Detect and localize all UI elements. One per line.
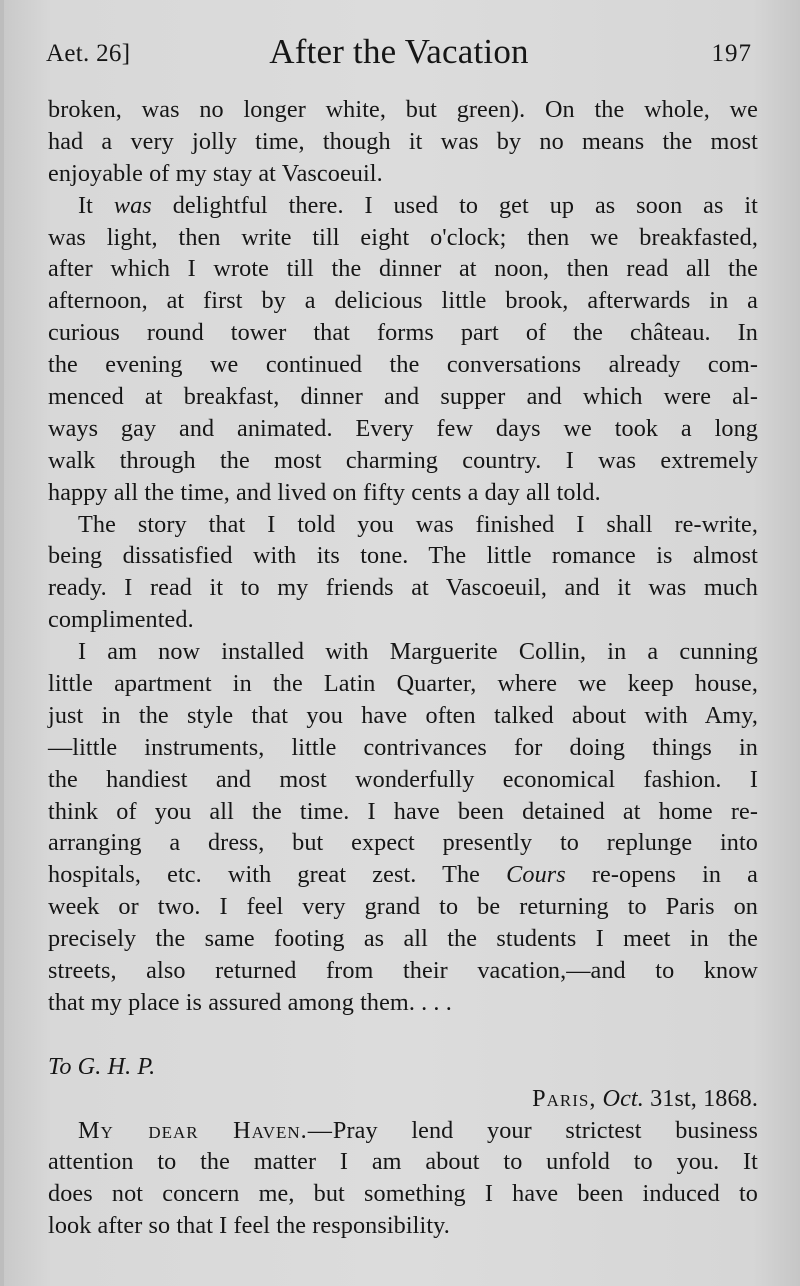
text-line xyxy=(48,190,758,222)
text-line: after which I wrote till the dinner at noon, then read all the xyxy=(48,255,758,283)
text-line: little apartment in the Latin Quarter, where we keep house, xyxy=(48,670,758,698)
page-number: 197 xyxy=(711,40,752,67)
text-line: arranging a dress, but expect presently to replunge into xyxy=(48,829,758,857)
addressee-text: To G. H. P. xyxy=(48,1052,156,1080)
text-line: ready. I read it to my friends at Vascoeuil, and it was much xyxy=(48,574,758,602)
text-line: ways gay and animated. Every few days we took a long xyxy=(48,414,758,442)
text-line: just in the style that you have often talked about with Amy, xyxy=(48,701,758,729)
text-line: menced at breakfast, dinner and supper and which were al- xyxy=(48,383,758,411)
text-line: enjoyable of my stay at Vascoeuil. xyxy=(48,159,383,187)
text-line: happy all the time, and lived on fifty cents a day all told. xyxy=(48,478,601,506)
text-line: curious round tower that forms part of the château. In xyxy=(48,319,758,347)
word-it: It xyxy=(78,191,93,219)
text-line: the evening we continued the conversations already com- xyxy=(48,351,758,379)
text-line: afternoon, at first by a delicious little brook, afterwards in a xyxy=(48,287,758,315)
text-line: attention to the matter I am about to unfold to you. It xyxy=(48,1148,758,1176)
text-line: precisely the same footing as all the students I meet in the xyxy=(48,925,758,953)
text-line: that my place is assured among them. . . . xyxy=(48,988,452,1016)
text-line: broken, was no longer white, but green). On the whole, we xyxy=(48,96,758,123)
section-gap xyxy=(48,1019,758,1051)
text-line: being dissatisfied with its tone. The little romance is almost xyxy=(48,542,758,570)
text-line: the handiest and most wonderfully economical fashion. I xyxy=(48,765,758,793)
page-text xyxy=(48,94,758,1242)
text-line: —little instruments, little contrivances for doing things in xyxy=(48,733,758,761)
letter-addressee xyxy=(48,1051,758,1083)
text-line xyxy=(48,859,758,891)
line-rest: Pray lend your strictest business xyxy=(332,1116,758,1144)
text-line: had a very jolly time, though it was by no means the most xyxy=(48,127,758,155)
text-line: week or two. I feel very grand to be returning to Paris on xyxy=(48,893,758,921)
line-rest: delightful there. I used to get up as soon as it xyxy=(172,191,758,219)
text-line: complimented. xyxy=(48,606,194,634)
text-line: streets, also returned from their vacation,—and to know xyxy=(48,957,758,985)
word-cours-italic: Cours xyxy=(506,861,566,889)
running-header xyxy=(46,28,752,78)
text-line: walk through the most charming country. I was extremely xyxy=(48,446,758,474)
header-title: After the Vacation xyxy=(269,32,529,71)
line-start: hospitals, etc. with great zest. The xyxy=(48,861,481,889)
text-line: does not concern me, but something I have been induced to xyxy=(48,1180,758,1208)
text-line: I am now installed with Marguerite Collin, in a cunning xyxy=(78,638,758,666)
word-was-italic: was xyxy=(113,191,152,219)
letter-dateline xyxy=(48,1083,758,1115)
header-age: Aet. 26] xyxy=(46,40,131,67)
dateline-rest: 31st, 1868. xyxy=(650,1084,758,1112)
line-end: re-opens in a xyxy=(591,861,759,889)
text-line: was light, then write till eight o'clock; then we breakfasted, xyxy=(48,223,758,251)
text-line xyxy=(48,1115,758,1147)
text-line: look after so that I feel the responsibility. xyxy=(48,1212,450,1240)
dateline-month: Oct. xyxy=(602,1084,644,1112)
letter-salutation: My dear Haven.— xyxy=(78,1116,333,1144)
text-line: The story that I told you was finished I shall re-write, xyxy=(78,510,758,538)
text-line: think of you all the time. I have been detained at home re- xyxy=(48,797,758,825)
dateline-place: Paris, xyxy=(532,1084,597,1112)
